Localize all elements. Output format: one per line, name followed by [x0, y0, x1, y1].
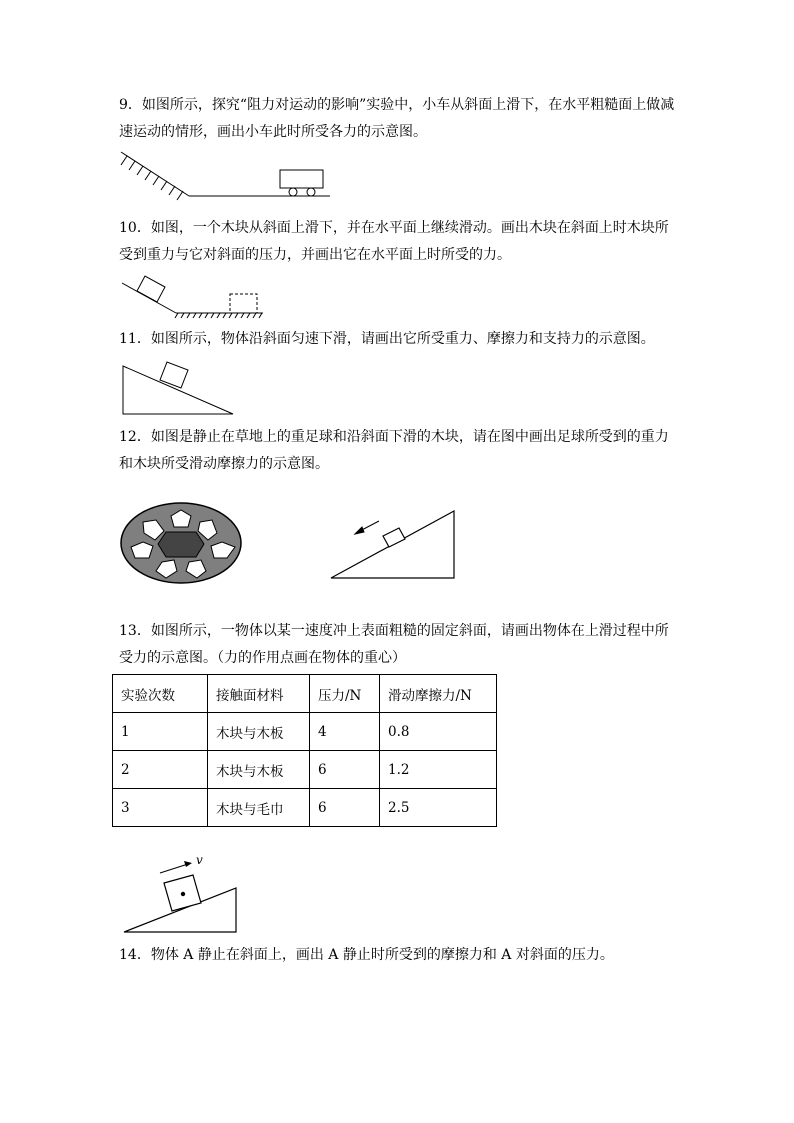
table-cell: 6: [310, 751, 380, 789]
table-cell: 1: [113, 713, 208, 751]
figure-10-block-slope: [118, 273, 268, 323]
block-dashed: [230, 294, 257, 313]
figure-12-incline: [328, 506, 458, 582]
table-cell: 0.8: [380, 713, 497, 751]
table-header: 滑动摩擦力/N: [380, 675, 497, 713]
cart-wheel: [289, 188, 297, 196]
velocity-label: v: [196, 853, 203, 867]
football-center-hexagon: [158, 532, 204, 557]
cart-wheel: [307, 188, 315, 196]
center-of-mass-dot: [181, 892, 185, 896]
ground-hatching: [175, 313, 262, 318]
table-row: [113, 713, 497, 751]
table-cell: 3: [113, 789, 208, 827]
table-cell: 木块与木板: [208, 751, 310, 789]
figure-11-incline: [120, 358, 238, 418]
question-11: 11．如图所示，物体沿斜面匀速下滑，请画出它所受重力、摩擦力和支持力的示意图。: [119, 331, 655, 347]
table-cell: 2: [113, 751, 208, 789]
table-cell: 木块与毛巾: [208, 789, 310, 827]
arrow-head-icon: [355, 527, 364, 534]
question-10: 10．如图，一个木块从斜面上滑下，并在水平面上继续滑动。画出木块在斜面上时木块所受到重力与它对斜面的压力，并画出它在水平面上时所受的力。: [119, 220, 669, 263]
experiment-table: [112, 674, 497, 827]
table-cell: 6: [310, 789, 380, 827]
question-13: 13．如图所示，一物体以某一速度冲上表面粗糙的固定斜面，请画出物体在上滑过程中所受力的示意图。（力的作用点画在物体的重心）: [119, 623, 669, 666]
question-14: 14．物体 A 静止在斜面上，画出 A 静止时所受到的摩擦力和 A 对斜面的压力。: [119, 947, 614, 963]
table-cell: 1.2: [380, 751, 497, 789]
table-cell: 4: [310, 713, 380, 751]
question-12: 12．如图是静止在草地上的重足球和沿斜面下滑的木块，请在图中画出足球所受到的重力和木块所受滑动摩擦力的示意图。: [119, 429, 669, 472]
table-row: [113, 751, 497, 789]
question-9: 9．如图所示，探究“阻力对运动的影响”实验中，小车从斜面上滑下，在水平粗糙面上做减速运动的情形，画出小车此时所受各力的示意图。: [119, 97, 675, 140]
table-cell: 木块与木板: [208, 713, 310, 751]
figure-13-incline: [120, 852, 242, 936]
figure-9-cart-slope: [115, 148, 335, 204]
table-header: 实验次数: [113, 675, 208, 713]
table-row: [113, 789, 497, 827]
table-cell: 2.5: [380, 789, 497, 827]
velocity-arrow: [160, 864, 188, 873]
arrow-head-icon: [184, 861, 192, 867]
table-header: 压力/N: [310, 675, 380, 713]
slope-hatching: [121, 156, 183, 200]
football-figure: [118, 500, 248, 586]
block-on-slope: [137, 276, 165, 302]
table-header: 接触面材料: [208, 675, 310, 713]
table-header-row: [113, 675, 497, 713]
cart-body: [280, 170, 323, 188]
